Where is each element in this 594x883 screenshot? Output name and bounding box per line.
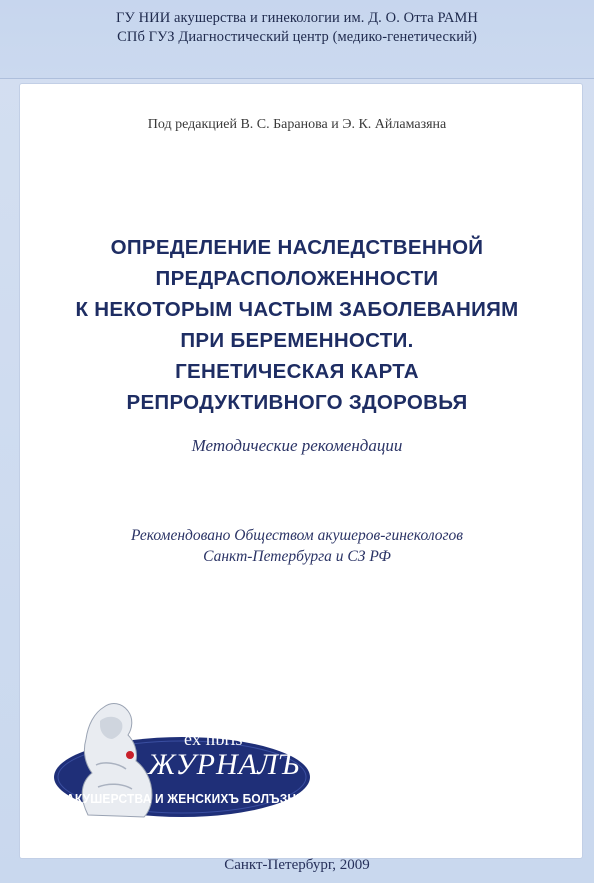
- logo-journal-subtitle: АКУШЕРСТВА И ЖЕНСКИХЪ БОЛЪЗНЕЙ: [66, 791, 314, 806]
- title-line: ПРЕДРАСПОЛОЖЕННОСТИ: [155, 267, 439, 290]
- institution-line-1: ГУ НИИ акушерства и гинекологии им. Д. О. Отта РАМН: [116, 10, 478, 26]
- book-title: [0, 232, 594, 418]
- editors-line: Под редакцией В. С. Баранова и Э. К. Айламазяна: [147, 117, 447, 132]
- recommendation-line-2: Санкт-Петербурга и СЗ РФ: [203, 548, 391, 565]
- logo-journal-word: ЖУРНАЛЪ: [148, 748, 300, 781]
- imprint-city-year: Санкт-Петербург, 2009: [224, 857, 370, 873]
- title-line: ГЕНЕТИЧЕСКАЯ КАРТА: [175, 360, 419, 383]
- recommendation-line-1: Рекомендовано Обществом акушеров-гинекологов: [130, 527, 464, 544]
- title-line: РЕПРОДУКТИВНОГО ЗДОРОВЬЯ: [126, 391, 468, 414]
- journal-logo: [48, 695, 314, 825]
- title-line: К НЕКОТОРЫМ ЧАСТЫМ ЗАБОЛЕВАНИЯМ: [75, 298, 519, 321]
- book-subtitle: Методические рекомендации: [191, 436, 403, 455]
- logo-ex-libris: ex libris: [184, 729, 243, 749]
- title-line: ОПРЕДЕЛЕНИЕ НАСЛЕДСТВЕННОЙ: [110, 236, 484, 259]
- title-line: ПРИ БЕРЕМЕННОСТИ.: [180, 329, 414, 352]
- red-emblem-icon: [126, 751, 134, 759]
- institution-line-2: СПб ГУЗ Диагностический центр (медико-генетический): [117, 29, 477, 45]
